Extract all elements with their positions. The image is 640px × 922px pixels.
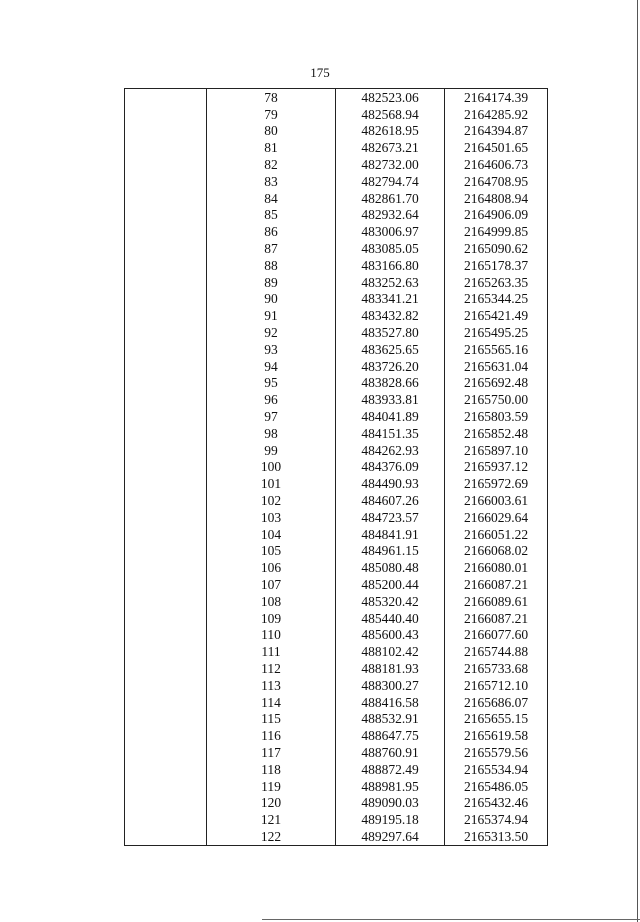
x-coordinate-cell: 482568.94 (336, 106, 445, 123)
y-coordinate-cell: 2166077.60 (445, 627, 548, 644)
y-coordinate-cell: 2165579.56 (445, 744, 548, 761)
y-coordinate-cell: 2165712.10 (445, 677, 548, 694)
point-number-cell: 118 (207, 761, 336, 778)
point-number-cell: 79 (207, 106, 336, 123)
point-number-cell: 109 (207, 610, 336, 627)
y-coordinate-cell: 2165534.94 (445, 761, 548, 778)
table-row (125, 660, 548, 677)
table-row (125, 543, 548, 560)
empty-cell (125, 459, 207, 476)
empty-cell (125, 710, 207, 727)
table-row (125, 123, 548, 140)
y-coordinate-cell: 2165565.16 (445, 341, 548, 358)
table-row (125, 324, 548, 341)
x-coordinate-cell: 483432.82 (336, 307, 445, 324)
table-row (125, 828, 548, 845)
empty-cell (125, 425, 207, 442)
empty-cell (125, 543, 207, 560)
empty-cell (125, 794, 207, 811)
x-coordinate-cell: 482861.70 (336, 190, 445, 207)
y-coordinate-cell: 2165972.69 (445, 475, 548, 492)
x-coordinate-cell: 484376.09 (336, 459, 445, 476)
x-coordinate-cell: 484151.35 (336, 425, 445, 442)
y-coordinate-cell: 2164606.73 (445, 156, 548, 173)
point-number-cell: 80 (207, 123, 336, 140)
table-row (125, 257, 548, 274)
x-coordinate-cell: 483006.97 (336, 223, 445, 240)
y-coordinate-cell: 2164708.95 (445, 173, 548, 190)
empty-cell (125, 223, 207, 240)
y-coordinate-cell: 2165432.46 (445, 794, 548, 811)
y-coordinate-cell: 2165937.12 (445, 459, 548, 476)
table-row (125, 307, 548, 324)
y-coordinate-cell: 2165313.50 (445, 828, 548, 845)
x-coordinate-cell: 483933.81 (336, 391, 445, 408)
x-coordinate-cell: 488872.49 (336, 761, 445, 778)
y-coordinate-cell: 2165692.48 (445, 375, 548, 392)
point-number-cell: 93 (207, 341, 336, 358)
empty-cell (125, 442, 207, 459)
empty-cell (125, 324, 207, 341)
table-row (125, 593, 548, 610)
x-coordinate-cell: 489195.18 (336, 811, 445, 828)
table-row (125, 576, 548, 593)
empty-cell (125, 156, 207, 173)
x-coordinate-cell: 485440.40 (336, 610, 445, 627)
table-row (125, 627, 548, 644)
empty-cell (125, 358, 207, 375)
table-row (125, 526, 548, 543)
empty-cell (125, 341, 207, 358)
table-row (125, 391, 548, 408)
y-coordinate-cell: 2164174.39 (445, 89, 548, 106)
table-row (125, 89, 548, 106)
point-number-cell: 89 (207, 274, 336, 291)
table-row (125, 106, 548, 123)
table-row (125, 139, 548, 156)
point-number-cell: 81 (207, 139, 336, 156)
point-number-cell: 90 (207, 291, 336, 308)
y-coordinate-cell: 2165750.00 (445, 391, 548, 408)
x-coordinate-cell: 484490.93 (336, 475, 445, 492)
x-coordinate-cell: 488532.91 (336, 710, 445, 727)
x-coordinate-cell: 483252.63 (336, 274, 445, 291)
y-coordinate-cell: 2165631.04 (445, 358, 548, 375)
empty-cell (125, 139, 207, 156)
y-coordinate-cell: 2165090.62 (445, 240, 548, 257)
empty-cell (125, 576, 207, 593)
x-coordinate-cell: 483625.65 (336, 341, 445, 358)
table-row (125, 744, 548, 761)
empty-cell (125, 492, 207, 509)
point-number-cell: 111 (207, 643, 336, 660)
y-coordinate-cell: 2164999.85 (445, 223, 548, 240)
point-number-cell: 91 (207, 307, 336, 324)
table-row (125, 173, 548, 190)
scan-edge-bottom (262, 919, 640, 920)
x-coordinate-cell: 485080.48 (336, 559, 445, 576)
table-row (125, 459, 548, 476)
x-coordinate-cell: 484262.93 (336, 442, 445, 459)
point-number-cell: 108 (207, 593, 336, 610)
y-coordinate-cell: 2166029.64 (445, 509, 548, 526)
empty-cell (125, 257, 207, 274)
point-number-cell: 99 (207, 442, 336, 459)
table-row (125, 710, 548, 727)
empty-cell (125, 89, 207, 106)
x-coordinate-cell: 488181.93 (336, 660, 445, 677)
empty-cell (125, 240, 207, 257)
y-coordinate-cell: 2165495.25 (445, 324, 548, 341)
x-coordinate-cell: 488981.95 (336, 778, 445, 795)
x-coordinate-cell: 484607.26 (336, 492, 445, 509)
table-row (125, 408, 548, 425)
table-row (125, 677, 548, 694)
empty-cell (125, 778, 207, 795)
table-row (125, 811, 548, 828)
empty-cell (125, 610, 207, 627)
point-number-cell: 107 (207, 576, 336, 593)
empty-cell (125, 408, 207, 425)
x-coordinate-cell: 489297.64 (336, 828, 445, 845)
empty-cell (125, 761, 207, 778)
x-coordinate-cell: 484723.57 (336, 509, 445, 526)
empty-cell (125, 811, 207, 828)
x-coordinate-cell: 483527.80 (336, 324, 445, 341)
x-coordinate-cell: 482932.64 (336, 207, 445, 224)
table-row (125, 509, 548, 526)
table-row (125, 492, 548, 509)
y-coordinate-cell: 2165744.88 (445, 643, 548, 660)
point-number-cell: 106 (207, 559, 336, 576)
y-coordinate-cell: 2166003.61 (445, 492, 548, 509)
y-coordinate-cell: 2165263.35 (445, 274, 548, 291)
empty-cell (125, 291, 207, 308)
empty-cell (125, 207, 207, 224)
table-row (125, 442, 548, 459)
point-number-cell: 84 (207, 190, 336, 207)
point-number-cell: 85 (207, 207, 336, 224)
x-coordinate-cell: 488647.75 (336, 727, 445, 744)
table-row (125, 190, 548, 207)
point-number-cell: 78 (207, 89, 336, 106)
empty-cell (125, 744, 207, 761)
x-coordinate-cell: 488760.91 (336, 744, 445, 761)
y-coordinate-cell: 2166051.22 (445, 526, 548, 543)
table-row (125, 643, 548, 660)
point-number-cell: 100 (207, 459, 336, 476)
point-number-cell: 102 (207, 492, 336, 509)
point-number-cell: 94 (207, 358, 336, 375)
y-coordinate-cell: 2166089.61 (445, 593, 548, 610)
table-row (125, 341, 548, 358)
x-coordinate-cell: 488102.42 (336, 643, 445, 660)
point-number-cell: 119 (207, 778, 336, 795)
coordinates-table-body (125, 89, 548, 846)
point-number-cell: 95 (207, 375, 336, 392)
table-row (125, 274, 548, 291)
point-number-cell: 115 (207, 710, 336, 727)
table-row (125, 358, 548, 375)
empty-cell (125, 307, 207, 324)
x-coordinate-cell: 485600.43 (336, 627, 445, 644)
empty-cell (125, 828, 207, 845)
empty-cell (125, 677, 207, 694)
y-coordinate-cell: 2166080.01 (445, 559, 548, 576)
x-coordinate-cell: 484041.89 (336, 408, 445, 425)
x-coordinate-cell: 484841.91 (336, 526, 445, 543)
point-number-cell: 101 (207, 475, 336, 492)
y-coordinate-cell: 2165686.07 (445, 694, 548, 711)
point-number-cell: 83 (207, 173, 336, 190)
y-coordinate-cell: 2164394.87 (445, 123, 548, 140)
point-number-cell: 82 (207, 156, 336, 173)
y-coordinate-cell: 2165178.37 (445, 257, 548, 274)
x-coordinate-cell: 483341.21 (336, 291, 445, 308)
point-number-cell: 112 (207, 660, 336, 677)
point-number-cell: 120 (207, 794, 336, 811)
x-coordinate-cell: 485200.44 (336, 576, 445, 593)
empty-cell (125, 274, 207, 291)
page-number: 175 (310, 65, 330, 80)
y-coordinate-cell: 2165803.59 (445, 408, 548, 425)
y-coordinate-cell: 2166068.02 (445, 543, 548, 560)
x-coordinate-cell: 485320.42 (336, 593, 445, 610)
x-coordinate-cell: 483726.20 (336, 358, 445, 375)
y-coordinate-cell: 2165486.05 (445, 778, 548, 795)
table-row (125, 778, 548, 795)
y-coordinate-cell: 2165733.68 (445, 660, 548, 677)
y-coordinate-cell: 2164501.65 (445, 139, 548, 156)
x-coordinate-cell: 483085.05 (336, 240, 445, 257)
x-coordinate-cell: 482618.95 (336, 123, 445, 140)
table-row (125, 761, 548, 778)
x-coordinate-cell: 482732.00 (336, 156, 445, 173)
scan-edge-right (637, 0, 638, 922)
y-coordinate-cell: 2165897.10 (445, 442, 548, 459)
empty-cell (125, 375, 207, 392)
point-number-cell: 114 (207, 694, 336, 711)
point-number-cell: 96 (207, 391, 336, 408)
y-coordinate-cell: 2164906.09 (445, 207, 548, 224)
x-coordinate-cell: 488416.58 (336, 694, 445, 711)
point-number-cell: 86 (207, 223, 336, 240)
y-coordinate-cell: 2165374.94 (445, 811, 548, 828)
point-number-cell: 87 (207, 240, 336, 257)
empty-cell (125, 727, 207, 744)
point-number-cell: 103 (207, 509, 336, 526)
x-coordinate-cell: 484961.15 (336, 543, 445, 560)
table-row (125, 223, 548, 240)
y-coordinate-cell: 2164808.94 (445, 190, 548, 207)
y-coordinate-cell: 2165619.58 (445, 727, 548, 744)
y-coordinate-cell: 2165421.49 (445, 307, 548, 324)
y-coordinate-cell: 2164285.92 (445, 106, 548, 123)
point-number-cell: 116 (207, 727, 336, 744)
table-row (125, 240, 548, 257)
point-number-cell: 92 (207, 324, 336, 341)
x-coordinate-cell: 488300.27 (336, 677, 445, 694)
y-coordinate-cell: 2166087.21 (445, 576, 548, 593)
empty-cell (125, 660, 207, 677)
table-row (125, 291, 548, 308)
coordinates-table (124, 88, 548, 846)
point-number-cell: 113 (207, 677, 336, 694)
y-coordinate-cell: 2166087.21 (445, 610, 548, 627)
point-number-cell: 88 (207, 257, 336, 274)
table-row (125, 425, 548, 442)
empty-cell (125, 391, 207, 408)
table-row (125, 375, 548, 392)
x-coordinate-cell: 483166.80 (336, 257, 445, 274)
empty-cell (125, 190, 207, 207)
empty-cell (125, 123, 207, 140)
empty-cell (125, 627, 207, 644)
table-row (125, 475, 548, 492)
table-row (125, 559, 548, 576)
table-row (125, 727, 548, 744)
empty-cell (125, 509, 207, 526)
empty-cell (125, 475, 207, 492)
empty-cell (125, 526, 207, 543)
y-coordinate-cell: 2165344.25 (445, 291, 548, 308)
point-number-cell: 117 (207, 744, 336, 761)
point-number-cell: 122 (207, 828, 336, 845)
empty-cell (125, 593, 207, 610)
x-coordinate-cell: 482673.21 (336, 139, 445, 156)
table-row (125, 156, 548, 173)
empty-cell (125, 106, 207, 123)
table-row (125, 610, 548, 627)
empty-cell (125, 173, 207, 190)
point-number-cell: 105 (207, 543, 336, 560)
point-number-cell: 98 (207, 425, 336, 442)
point-number-cell: 97 (207, 408, 336, 425)
empty-cell (125, 694, 207, 711)
x-coordinate-cell: 489090.03 (336, 794, 445, 811)
y-coordinate-cell: 2165655.15 (445, 710, 548, 727)
x-coordinate-cell: 482794.74 (336, 173, 445, 190)
point-number-cell: 121 (207, 811, 336, 828)
x-coordinate-cell: 482523.06 (336, 89, 445, 106)
empty-cell (125, 559, 207, 576)
x-coordinate-cell: 483828.66 (336, 375, 445, 392)
table-row (125, 207, 548, 224)
table-row (125, 694, 548, 711)
empty-cell (125, 643, 207, 660)
point-number-cell: 110 (207, 627, 336, 644)
point-number-cell: 104 (207, 526, 336, 543)
y-coordinate-cell: 2165852.48 (445, 425, 548, 442)
table-row (125, 794, 548, 811)
